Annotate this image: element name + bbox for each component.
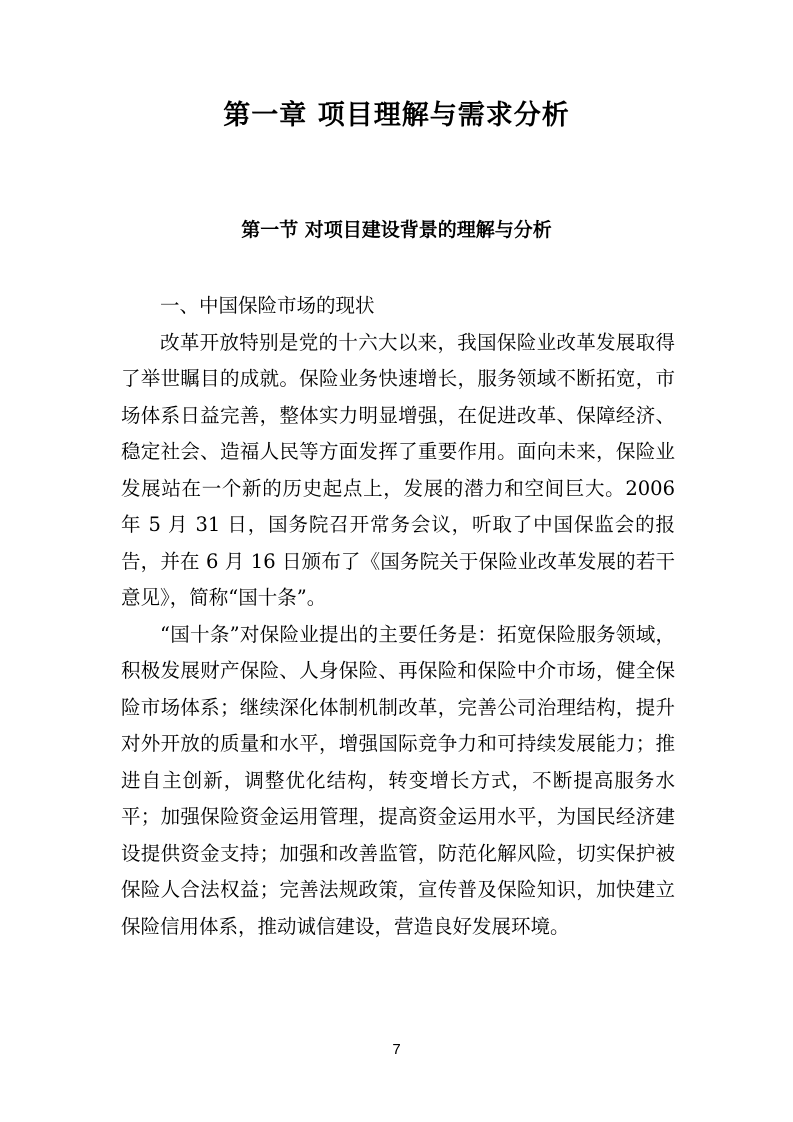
- section-title: 第一节 对项目建设背景的理解与分析: [241, 219, 552, 241]
- paragraph: 改革开放特别是党的十六大以来，我国保险业改革发展取得了举世瞩目的成就。保险业务快速增长，服务领域不断拓宽，市场体系日益完善，整体实力明显增强，在促进改革、保障经济、稳定社会、造福人民等方面发挥了重要作用。面向未来，保险业发展站在一个新的历史起点上，发展的潜力和空间巨大。2006 年 5 月 31 日，国务院召开常务会议，听取了中国保监会的报告，并在 6 月 16 日颁布了《国务院关于保险业改革发展的若干意见》，简称“国十条”。: [121, 330, 675, 609]
- subheading: 一、中国保险市场的现状: [160, 294, 375, 317]
- page-number: 7: [392, 1041, 401, 1058]
- paragraph: “国十条”对保险业提出的主要任务是：拓宽保险服务领域，积极发展财产保险、人身保险、再保险和保险中介市场，健全保险市场体系；继续深化体制机制改革，完善公司治理结构，提升对外开放的质量和水平，增强国际竞争力和可持续发展能力；推进自主创新，调整优化结构，转变增长方式，不断提高服务水平；加强保险资金运用管理，提高资金运用水平，为国民经济建设提供资金支持；加强和改善监管，防范化解风险，切实保护被保险人合法权益；完善法规政策，宣传普及保险知识，加快建立保险信用体系，推动诚信建设，营造良好发展环境。: [121, 622, 675, 938]
- body-text: [121, 288, 675, 945]
- chapter-title: 第一章 项目理解与需求分析: [223, 100, 570, 131]
